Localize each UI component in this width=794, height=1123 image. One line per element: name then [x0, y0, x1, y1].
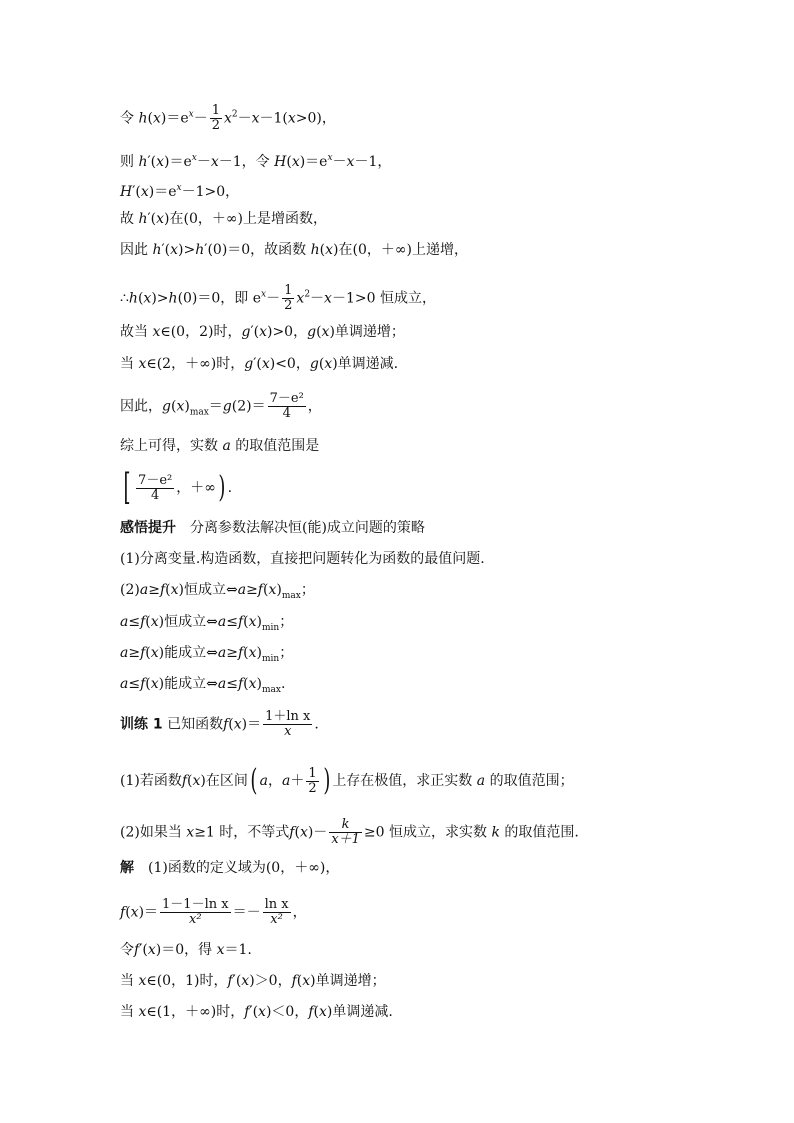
math-var: x: [299, 824, 308, 841]
text: )＝e: [299, 154, 328, 170]
math-var: f: [134, 942, 140, 958]
math-var: x: [302, 973, 311, 989]
math-var: a: [217, 614, 227, 630]
math-var: f: [244, 1004, 250, 1020]
math-var: f: [140, 645, 146, 661]
math-var: a: [281, 773, 291, 789]
math-var: x: [251, 110, 260, 127]
text: －1>0 恒成立，: [331, 290, 436, 307]
text: ≥: [148, 582, 160, 598]
math-var: f: [237, 614, 244, 630]
numerator: k: [329, 818, 362, 833]
text: (: [243, 614, 249, 630]
text: (: [147, 110, 153, 127]
fraction: [263, 710, 312, 739]
text: ，＋∞: [176, 480, 216, 496]
text: 的取值范围；: [485, 773, 574, 789]
text-line-11: [120, 467, 233, 508]
text: ∴: [120, 290, 129, 307]
math-var: g: [162, 398, 171, 415]
text: 故: [120, 211, 139, 227]
math-var: f: [120, 904, 126, 921]
text: ′(: [139, 942, 148, 958]
text: )＝0，得: [155, 942, 217, 958]
text: 当: [120, 356, 139, 372]
text: ≥: [128, 645, 141, 661]
text: (: [286, 154, 292, 170]
numerator: 1＋ln x: [265, 709, 311, 724]
denominator: x: [284, 724, 292, 739]
math-var: x: [170, 582, 179, 598]
text: (2)＝: [231, 398, 266, 415]
text: 已知函数: [162, 716, 224, 733]
text: ∈(1，＋∞)时，: [146, 1004, 245, 1020]
text: ′(: [250, 324, 260, 340]
text: ′(0)＝0，故函数: [204, 242, 311, 258]
text-line-25: [120, 1004, 393, 1020]
math-var: g: [241, 324, 251, 340]
text-line-9: [120, 392, 322, 421]
subscript: max: [261, 685, 281, 695]
numerator: 7－e²: [138, 472, 173, 488]
text: ′(: [161, 242, 171, 258]
text: ′(: [147, 154, 157, 170]
text-line-7: [120, 324, 405, 340]
text: )能成立⇔: [158, 645, 218, 661]
text: )恒成立⇔: [158, 614, 218, 630]
math-var: f: [181, 773, 188, 789]
solution-heading: [120, 860, 339, 876]
text: ′(: [253, 356, 262, 372]
text: )单调递增；: [329, 324, 405, 340]
math-var: x: [325, 242, 334, 258]
text: ): [256, 645, 262, 661]
text: )＜0，: [265, 1004, 309, 1020]
fraction: [282, 284, 294, 313]
text: (: [243, 676, 249, 692]
math-var: x: [268, 582, 277, 598]
text: 则: [120, 154, 139, 170]
text: ′(: [132, 184, 141, 200]
text: ；: [300, 582, 315, 598]
text: ＝－: [232, 904, 261, 921]
math-var: a: [476, 773, 486, 789]
text: )＝: [138, 904, 159, 921]
subscript: min: [261, 654, 280, 664]
text: 综上可得，实数: [120, 438, 223, 454]
math-var: x: [324, 290, 332, 307]
text: ≥0 恒成立，求实数: [363, 824, 492, 841]
text: －1，: [354, 154, 392, 170]
text: －1，令: [218, 154, 275, 170]
math-var: h: [138, 211, 148, 227]
text: )＝e: [148, 184, 177, 200]
subscript: max: [281, 591, 301, 601]
text: .: [227, 480, 233, 496]
math-var: a: [222, 438, 231, 454]
text: ，: [267, 773, 282, 789]
math-var: x: [147, 942, 156, 958]
math-var: x: [324, 356, 333, 372]
text: －: [310, 290, 325, 307]
fraction: [160, 898, 231, 927]
math-var: f: [291, 973, 297, 989]
text: )>: [151, 290, 169, 307]
numerator: 1: [284, 283, 293, 298]
text: 上存在极值，求正实数: [332, 773, 477, 789]
text-line-3: [120, 180, 239, 200]
text: 当: [120, 1004, 139, 1020]
denominator: 4: [151, 487, 160, 503]
math-var: x: [152, 324, 161, 340]
text: ≥: [226, 645, 238, 661]
subscript: min: [261, 623, 280, 633]
text-line-24: [120, 973, 386, 989]
math-var: a: [139, 582, 149, 598]
numerator: 7－e²: [269, 391, 304, 406]
text: ；: [279, 614, 294, 630]
text: )>0，: [266, 324, 308, 340]
text-line-6: [120, 284, 436, 313]
math-var: a: [217, 645, 227, 661]
text: ): [256, 676, 262, 692]
math-var: x: [287, 110, 296, 127]
math-var: f: [289, 824, 295, 841]
text: ′(: [249, 1004, 259, 1020]
math-var: x: [143, 290, 152, 307]
math-var: x: [259, 324, 267, 340]
math-var: x: [140, 184, 149, 200]
fraction: [263, 898, 291, 927]
denominator: 2: [284, 298, 293, 313]
text: (1)函数的定义域为(0，＋∞)，: [134, 860, 340, 876]
text: 令: [120, 942, 134, 958]
text: 的取值范围是: [230, 438, 320, 454]
text: (: [262, 582, 269, 598]
text: )在区间: [200, 773, 248, 789]
math-var: x: [152, 110, 161, 127]
math-var: f: [223, 716, 229, 733]
left-bracket: [: [123, 467, 131, 508]
math-var: f: [227, 973, 233, 989]
text: ): [276, 582, 282, 598]
fraction: [268, 392, 306, 421]
numerator: ln x: [264, 897, 289, 912]
text: ′(: [232, 973, 242, 989]
section-heading: [120, 520, 425, 536]
text: (: [187, 773, 193, 789]
text-line-18: [120, 710, 319, 739]
math-var: h: [128, 290, 138, 307]
left-paren: (: [250, 763, 258, 798]
text: (: [316, 324, 322, 340]
text: .: [280, 676, 286, 692]
text: －: [266, 290, 281, 307]
superscript: x: [261, 289, 267, 300]
text: 的取值范围.: [499, 824, 579, 841]
text: ＋: [290, 773, 305, 789]
text: (: [318, 356, 325, 372]
text: (: [296, 973, 303, 989]
text: (: [170, 398, 177, 415]
math-var: a: [259, 773, 268, 789]
math-var: x: [192, 773, 201, 789]
text: －: [237, 110, 252, 127]
exercise-label: 训练 1: [120, 716, 163, 733]
text: ≤: [128, 676, 141, 692]
math-var: x: [233, 716, 242, 733]
math-var: x: [170, 242, 179, 258]
text: (: [137, 290, 144, 307]
text-line-13: [120, 551, 485, 567]
text: (: [145, 676, 151, 692]
heading-text: 分离参数法解决恒(能)成立问题的策略: [176, 520, 425, 536]
text: (1)若函数: [120, 773, 182, 789]
text: )在(0，＋∞)上递增，: [333, 242, 469, 258]
math-var: f: [159, 582, 166, 598]
denominator: 4: [282, 406, 291, 421]
text-line-14: [120, 582, 315, 604]
text: .: [314, 716, 319, 733]
text-line-15: [120, 614, 293, 636]
math-var: x: [216, 942, 225, 958]
text-line-22: [120, 898, 307, 927]
math-var: h: [138, 110, 148, 127]
denominator: x²: [270, 912, 283, 927]
fraction: [329, 818, 362, 847]
text: (0)＝0，即 e: [177, 290, 262, 307]
superscript: x: [191, 153, 197, 163]
text: )＝: [241, 716, 262, 733]
fraction: [210, 104, 222, 133]
text: 当: [120, 973, 139, 989]
text: ＝1.: [224, 942, 252, 958]
text: )＞0，: [249, 973, 292, 989]
text: )单调递减.: [326, 1004, 393, 1020]
superscript: x: [188, 109, 194, 120]
math-var: x: [318, 1004, 327, 1020]
text: (: [145, 614, 151, 630]
numerator: 1: [211, 103, 220, 118]
numerator: 1－1－ln x: [162, 897, 229, 912]
math-var: x: [150, 645, 159, 661]
text: －: [193, 110, 208, 127]
text: (: [313, 1004, 319, 1020]
math-var: x: [150, 614, 159, 630]
math-var: f: [308, 1004, 314, 1020]
text: ，: [292, 904, 307, 921]
math-var: x: [291, 154, 300, 170]
math-var: k: [491, 824, 500, 841]
text-line-16: [120, 645, 293, 667]
text: －: [196, 154, 211, 170]
right-paren: ): [218, 470, 226, 505]
text: ): [184, 398, 190, 415]
heading-label: 感悟提升: [120, 520, 176, 536]
math-var: a: [120, 645, 129, 661]
text: ≤: [128, 614, 141, 630]
text-line-17: [120, 676, 285, 698]
math-var: f: [140, 614, 146, 630]
text: )＝e: [160, 110, 189, 127]
text-line-10: [120, 438, 319, 454]
text: )恒成立⇔: [178, 582, 238, 598]
superscript: x: [327, 153, 333, 163]
text: 因此: [120, 242, 153, 258]
math-var: x: [321, 324, 330, 340]
text: >0)，: [295, 110, 336, 127]
denominator: x＋1: [331, 832, 360, 847]
math-var: f: [237, 676, 244, 692]
text: ；: [279, 645, 294, 661]
math-var: x: [346, 154, 355, 170]
math-var: x: [156, 211, 165, 227]
text: ∈(0，2)时，: [160, 324, 242, 340]
math-var: h: [195, 242, 205, 258]
denominator: x²: [189, 912, 202, 927]
math-var: a: [120, 676, 129, 692]
math-var: f: [237, 645, 244, 661]
math-var: x: [138, 356, 147, 372]
text: (: [243, 645, 249, 661]
fraction: [136, 474, 174, 503]
subscript: max: [189, 407, 209, 418]
math-var: a: [217, 676, 227, 692]
math-var: x: [296, 290, 305, 307]
math-var: x: [241, 973, 250, 989]
math-var: g: [222, 398, 232, 415]
denominator: 2: [211, 118, 220, 133]
math-var: x: [248, 614, 257, 630]
text: －1(: [259, 110, 288, 127]
text: 故当: [120, 324, 153, 340]
text-line-4: [120, 211, 327, 227]
text: (1)分离变量.构造函数，直接把问题转化为函数的最值问题.: [120, 551, 485, 567]
text-line-19: [120, 763, 574, 798]
text: (: [294, 824, 300, 841]
text: 令: [120, 110, 139, 127]
text: )单调递增；: [310, 973, 386, 989]
text: )能成立⇔: [158, 676, 218, 692]
text: ≤: [226, 614, 238, 630]
math-var: x: [248, 645, 257, 661]
math-var: g: [307, 324, 317, 340]
solution-label: 解: [120, 860, 134, 876]
superscript: 2: [231, 109, 238, 120]
text: (: [145, 645, 151, 661]
text: )＝e: [164, 154, 192, 170]
math-var: x: [261, 356, 270, 372]
text-line-20: [120, 818, 579, 847]
text: (: [319, 242, 326, 258]
superscript: x: [176, 183, 182, 193]
text-line-8: [120, 356, 398, 372]
math-var: x: [130, 904, 139, 921]
text: －1>0，: [181, 184, 240, 200]
math-var: g: [309, 356, 319, 372]
math-var: x: [248, 676, 257, 692]
text-line-5: [120, 242, 468, 258]
math-var: h: [168, 290, 178, 307]
math-var: h: [310, 242, 320, 258]
math-var: f: [257, 582, 263, 598]
text-line-2: [120, 150, 391, 170]
text-line-23: [120, 942, 252, 958]
math-var: a: [120, 614, 129, 630]
text: ′(: [147, 211, 157, 227]
math-var: x: [138, 973, 147, 989]
math-var: H: [274, 154, 287, 170]
text: ∈(2，＋∞)时，: [146, 356, 245, 372]
text: ≥: [246, 582, 258, 598]
text: )在(0，＋∞)上是增函数，: [164, 211, 327, 227]
text: －: [332, 154, 347, 170]
text: (: [165, 582, 171, 598]
math-var: h: [138, 154, 148, 170]
math-var: x: [223, 110, 232, 127]
text: )单调递减.: [332, 356, 399, 372]
math-var: x: [258, 1004, 266, 1020]
denominator: 2: [308, 780, 317, 796]
text: (2): [120, 582, 140, 598]
text-line-1: [120, 104, 336, 133]
text: (: [228, 716, 234, 733]
math-var: h: [152, 242, 162, 258]
text: (2)如果当: [120, 824, 187, 841]
numerator: 1: [308, 765, 317, 781]
math-var: x: [210, 154, 219, 170]
math-var: g: [244, 356, 254, 372]
text: )<0，: [269, 356, 310, 372]
math-var: x: [156, 154, 165, 170]
math-var: a: [237, 582, 247, 598]
text: ): [256, 614, 262, 630]
text: )>: [178, 242, 196, 258]
text: ，: [307, 398, 322, 415]
superscript: 2: [304, 289, 311, 300]
fraction: [306, 767, 318, 796]
math-var: H: [120, 184, 133, 200]
text: 因此，: [120, 398, 162, 415]
math-var: f: [140, 676, 146, 692]
math-var: x: [176, 398, 185, 415]
text: ∈(0，1)时，: [146, 973, 228, 989]
text: ≥1 时，不等式: [194, 824, 290, 841]
math-var: x: [138, 1004, 147, 1020]
right-paren: ): [322, 763, 330, 798]
text: )－: [307, 824, 328, 841]
text: ≤: [226, 676, 238, 692]
text: ＝: [208, 398, 223, 415]
text: (: [125, 904, 131, 921]
math-var: x: [186, 824, 195, 841]
math-var: x: [150, 676, 159, 692]
